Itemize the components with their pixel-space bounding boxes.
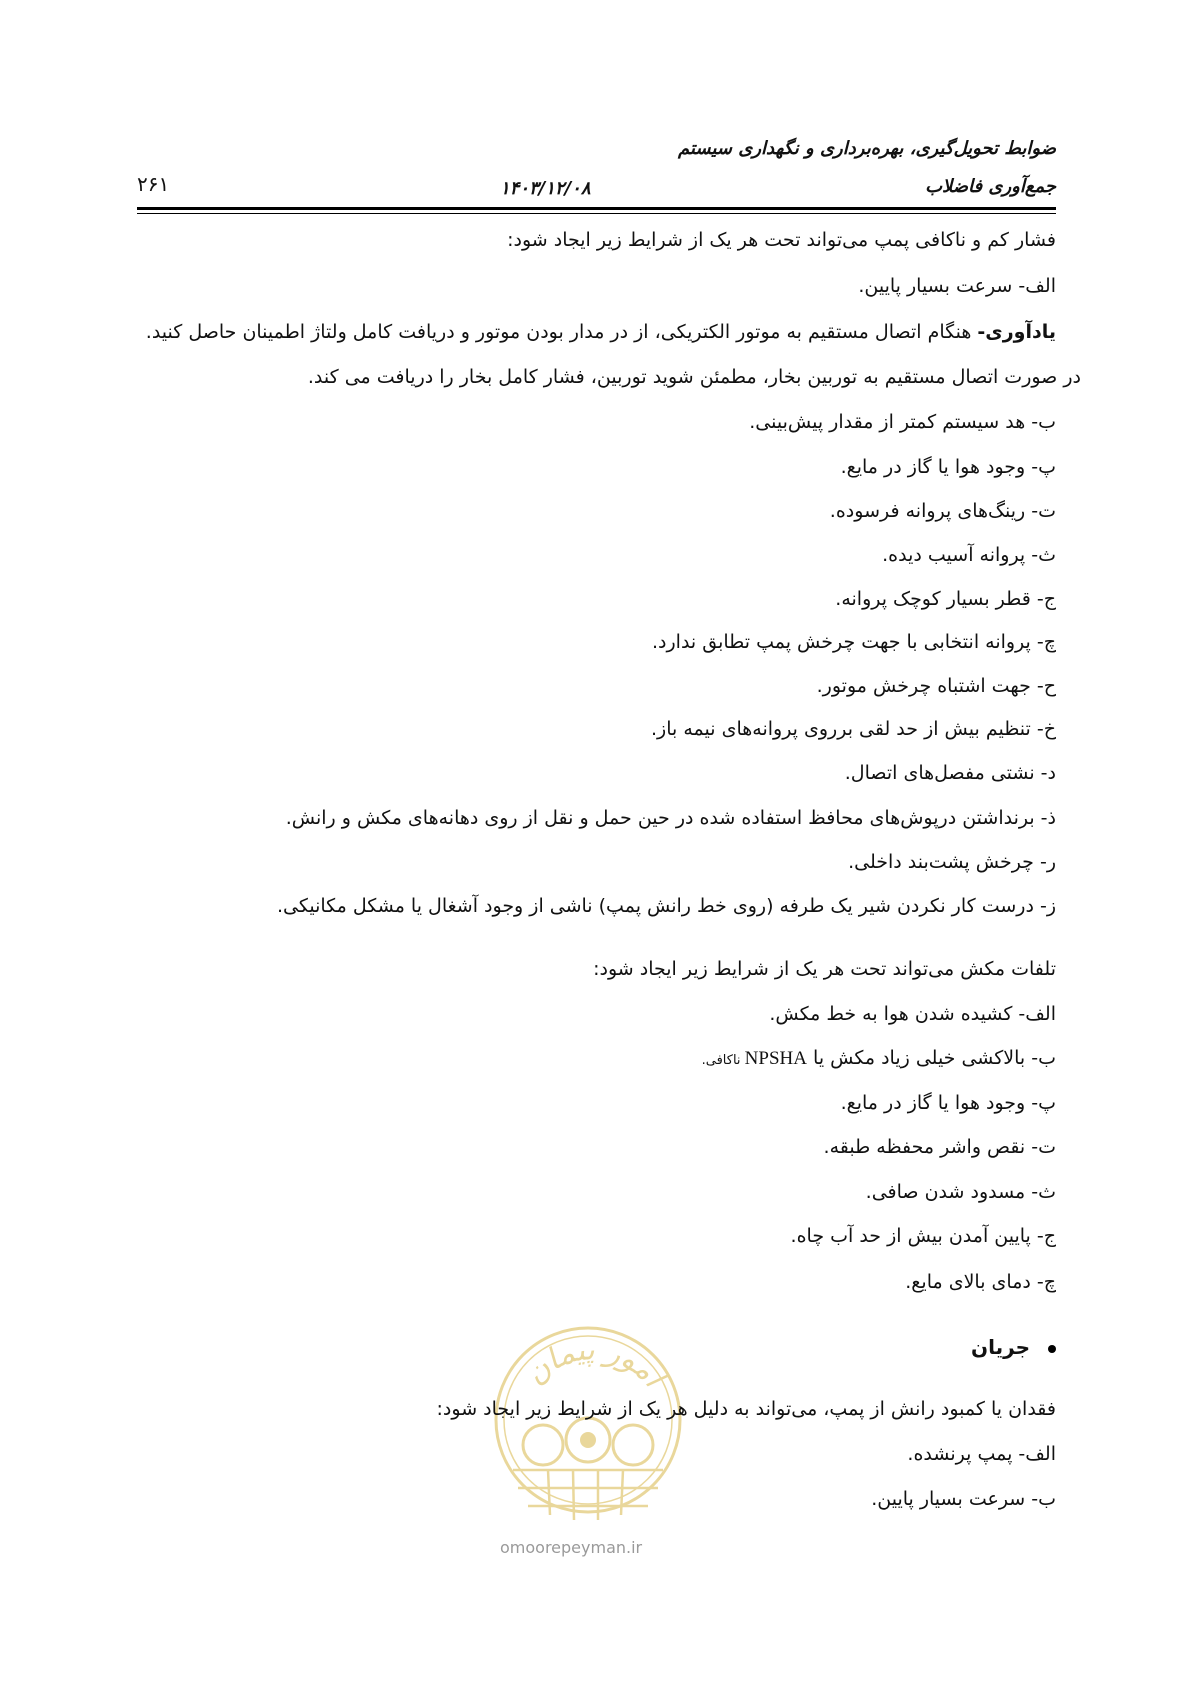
list-item: ح- جهت اشتباه چرخش موتور. <box>816 675 1056 697</box>
list-item: ز- درست کار نکردن شیر یک طرفه (روی خط رانش پمپ) ناشی از وجود آشغال یا مشکل مکانیکی. <box>276 895 1056 917</box>
list-item: ب- بالاکشی خیلی زیاد مکش یا NPSHA ناکافی. <box>701 1047 1056 1069</box>
list-item: پ- وجود هوا یا گاز در مایع. <box>840 1092 1056 1114</box>
list-item: ث- پروانه آسیب دیده. <box>882 544 1056 566</box>
list-item: ذ- برنداشتن درپوش‌های محافظ استفاده شده در حین حمل و نقل از روی دهانه‌های مکش و رانش. <box>285 807 1056 829</box>
paragraph-line: فشار کم و ناکافی پمپ می‌تواند تحت هر یک از شرایط زیر ایجاد شود: <box>507 229 1056 251</box>
list-item: پ- وجود هوا یا گاز در مایع. <box>840 456 1056 478</box>
list-item: الف- کشیده شدن هوا به خط مکش. <box>769 1003 1056 1025</box>
list-item: ج- پایین آمدن بیش از حد آب چاه. <box>790 1225 1056 1247</box>
list-item: الف- سرعت بسیار پایین. <box>858 275 1056 297</box>
list-item: ب- هد سیستم کمتر از مقدار پیش‌بینی. <box>749 411 1056 433</box>
list-item: ت- رینگ‌های پروانه فرسوده. <box>829 500 1056 522</box>
npsha-term: NPSHA <box>744 1048 807 1069</box>
note-line <box>146 318 1056 346</box>
header-rule-thin <box>137 213 1056 214</box>
note-label: یادآوری- <box>977 321 1056 343</box>
bullet-icon <box>1048 1345 1056 1353</box>
list-item: ب- سرعت بسیار پایین. <box>871 1488 1056 1510</box>
page-number: ۲۶۱ <box>137 172 170 196</box>
header-rule-thick <box>137 207 1056 210</box>
list-item: ج- قطر بسیار کوچک پروانه. <box>835 588 1056 610</box>
list-item: ت- نقص واشر محفظه طبقه. <box>823 1136 1056 1158</box>
header-date: ۱۴۰۳/۱۲/۰۸ <box>500 178 591 199</box>
list-item: چ- دمای بالای مایع. <box>905 1271 1056 1293</box>
list-item: چ- پروانه انتخابی با جهت چرخش پمپ تطابق ندارد. <box>652 631 1056 653</box>
list-item: الف- پمپ پرنشده. <box>907 1443 1056 1465</box>
header-title: ضوابط تحویل‌گیری، بهره‌برداری و نگهداری سیستم <box>678 138 1056 159</box>
note-continuation: در صورت اتصال مستقیم به توربین بخار، مطمئن شوید توربین، فشار کامل بخار را دریافت می کند. <box>307 366 1081 388</box>
list-item: ر- چرخش پشت‌بند داخلی. <box>848 851 1056 873</box>
list-item: ث- مسدود شدن صافی. <box>865 1181 1056 1203</box>
paragraph-line: فقدان یا کمبود رانش از پمپ، می‌تواند به دلیل هر یک از شرایط زیر ایجاد شود: <box>436 1398 1056 1420</box>
watermark-logo-icon <box>488 1310 688 1560</box>
note-text: هنگام اتصال مستقیم به موتور الکتریکی، از در مدار بودن موتور و دریافت کامل ولتاژ اطمینان حاصل کنید. <box>145 321 978 343</box>
section-heading: جریان <box>971 1335 1056 1359</box>
list-item: خ- تنظیم بیش از حد لقی برروی پروانه‌های نیمه باز. <box>651 718 1056 740</box>
list-item: د- نشتی مفصل‌های اتصال. <box>844 762 1056 784</box>
watermark-url: omoorepeyman.ir <box>500 1538 643 1557</box>
svg-text:امور پیمان: امور پیمان <box>518 1332 671 1394</box>
paragraph-line: تلفات مکش می‌تواند تحت هر یک از شرایط زیر ایجاد شود: <box>593 958 1056 980</box>
header-subtitle: جمع‌آوری فاضلاب <box>925 176 1056 197</box>
